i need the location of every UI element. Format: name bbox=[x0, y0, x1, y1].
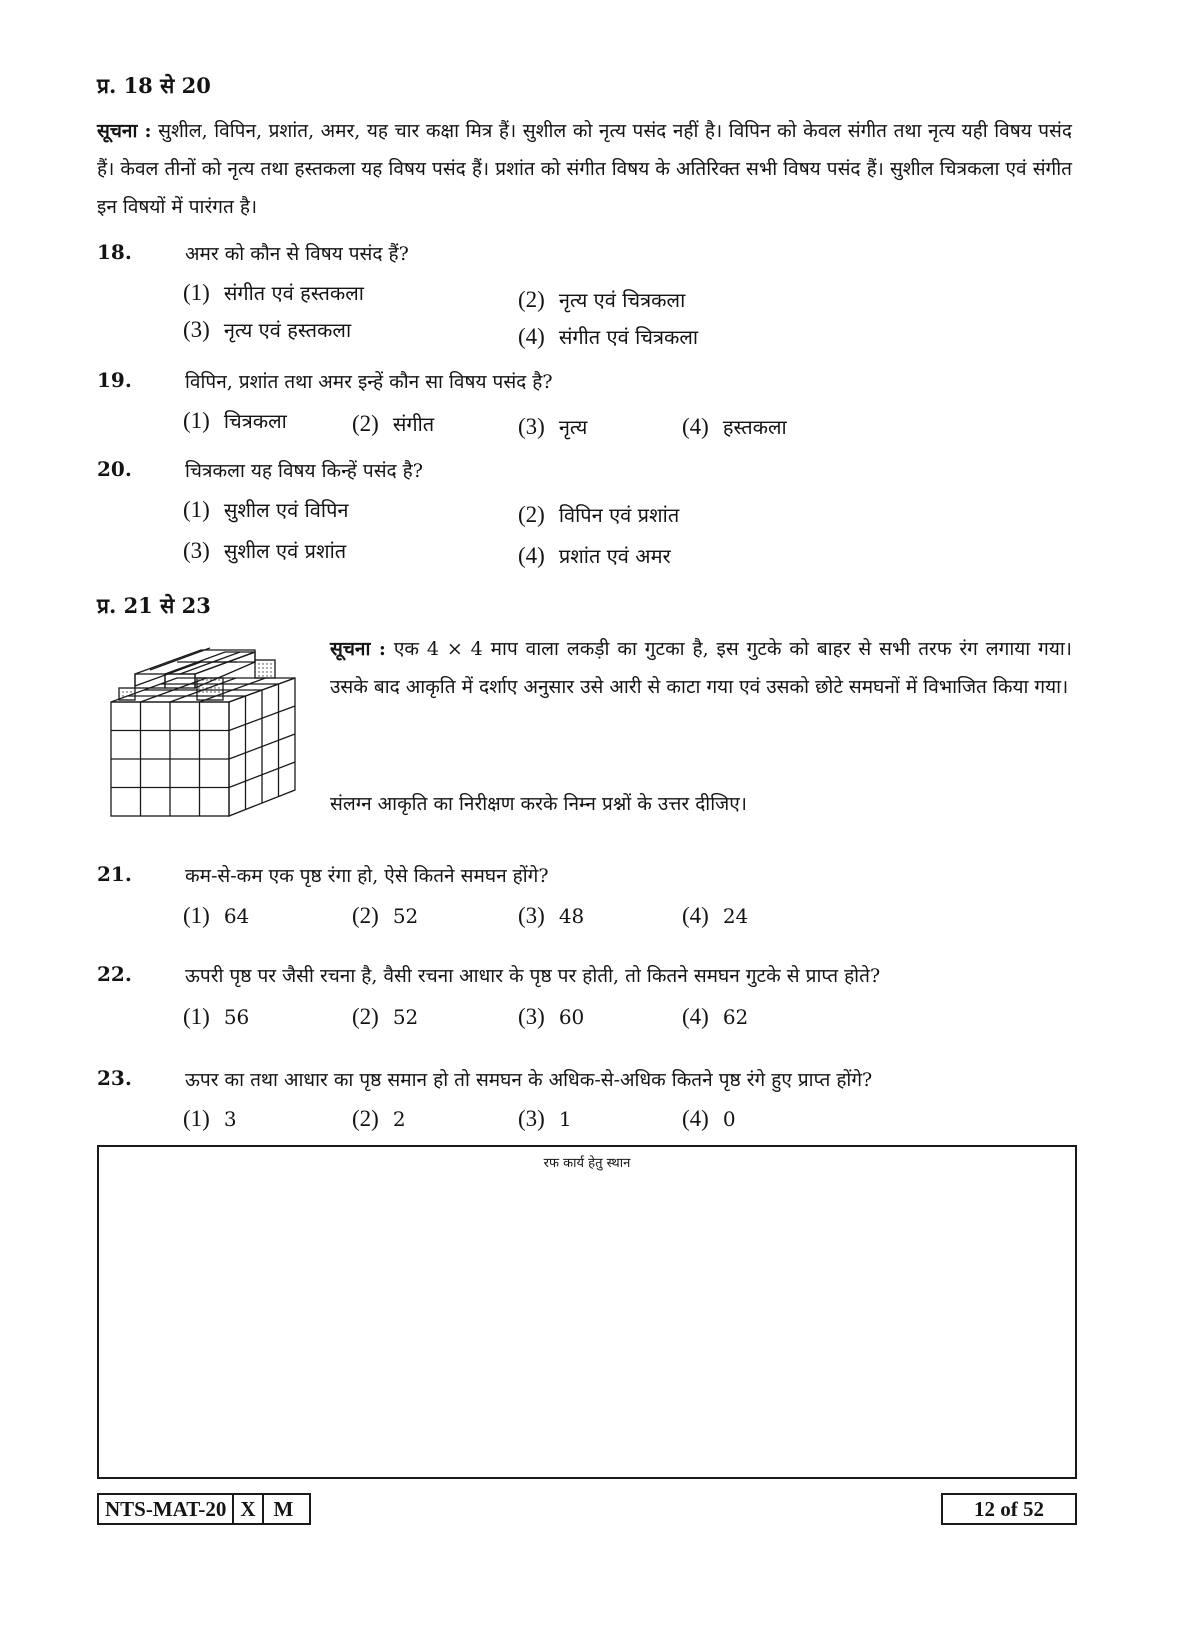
option-number: (1) bbox=[183, 497, 210, 522]
info-paragraph-21-23 bbox=[330, 630, 1072, 706]
option-text: 24 bbox=[722, 904, 749, 928]
question-number: 20. bbox=[97, 457, 132, 481]
option-text: नृत्य bbox=[558, 415, 588, 439]
option-text: 56 bbox=[223, 1005, 250, 1029]
option-text: 64 bbox=[223, 904, 250, 928]
option-text: 0 bbox=[722, 1107, 736, 1131]
option-4 bbox=[682, 903, 748, 929]
question-text: विपिन, प्रशांत तथा अमर इन्हें कौन सा विषय पसंद है? bbox=[185, 371, 553, 393]
question-number: 18. bbox=[97, 240, 132, 264]
option-text: सुशील एवं प्रशांत bbox=[223, 539, 347, 563]
option-4 bbox=[682, 413, 787, 440]
option-number: (3) bbox=[518, 414, 545, 439]
option-number: (1) bbox=[183, 903, 210, 928]
option-text: 52 bbox=[392, 904, 419, 928]
info-text: सुशील, विपिन, प्रशांत, अमर, यह चार कक्षा मित्र हैं। सुशील को नृत्य पसंद नहीं है। विपिन को केवल संगीत तथा नृत्य यही विषय पसंद हैं। केवल तीनों को नृत्य तथा हस्तकला यह विषय पसंद हैं। प्रशांत को संगीत विषय के अतिरिक्त सभी विषय पसंद हैं। सुशील चित्रकला एवं संगीत इन विषयों में पारंगत है। bbox=[97, 120, 1072, 218]
option-number: (3) bbox=[518, 1106, 545, 1131]
option-text: चित्रकला bbox=[223, 409, 287, 433]
option-number: (2) bbox=[518, 287, 545, 312]
option-text: 3 bbox=[223, 1107, 237, 1131]
option-4 bbox=[682, 1106, 736, 1132]
option-number: (3) bbox=[518, 1004, 545, 1029]
option-2 bbox=[518, 501, 679, 528]
rough-work-box[interactable] bbox=[97, 1145, 1077, 1479]
option-number: (3) bbox=[183, 317, 210, 342]
option-number: (1) bbox=[183, 408, 210, 433]
option-number: (1) bbox=[183, 1106, 210, 1131]
option-number: (2) bbox=[352, 903, 379, 928]
option-number: (3) bbox=[183, 538, 210, 563]
option-number: (1) bbox=[183, 1004, 210, 1029]
option-1 bbox=[183, 496, 349, 523]
info-paragraph-18-20 bbox=[97, 112, 1072, 226]
option-number: (2) bbox=[352, 411, 379, 436]
info-label: सूचना : bbox=[97, 120, 152, 142]
option-number: (4) bbox=[682, 903, 709, 928]
instruction-text: संलग्न आकृति का निरीक्षण करके निम्न प्रश्नों के उत्तर दीजिए। bbox=[330, 793, 747, 815]
option-number: (2) bbox=[352, 1004, 379, 1029]
question-text: कम-से-कम एक पृष्ठ रंगा हो, ऐसे कितने समघन होंगे? bbox=[185, 865, 549, 887]
question-text: चित्रकला यह विषय किन्हें पसंद है? bbox=[185, 460, 423, 482]
question-number: 22. bbox=[97, 962, 132, 986]
info-text: एक 4 × 4 माप वाला लकड़ी का गुटका है, इस गुटके को बाहर से सभी तरफ रंग लगाया गया। उसके बाद आकृति में दर्शाए अनुसार उसे आरी से काटा गया एवं उसको छोटे समघनों में विभाजित किया गया। bbox=[330, 638, 1072, 698]
option-text: नृत्य एवं हस्तकला bbox=[223, 318, 352, 342]
option-1 bbox=[183, 903, 249, 929]
option-3 bbox=[183, 537, 346, 564]
option-text: संगीत एवं चित्रकला bbox=[558, 325, 699, 349]
option-2 bbox=[352, 1004, 418, 1030]
page-number: 12 of 52 bbox=[974, 1497, 1044, 1521]
section-heading-18-20: प्र. 18 से 20 bbox=[97, 73, 211, 98]
option-text: सुशील एवं विपिन bbox=[223, 498, 349, 522]
option-number: (4) bbox=[682, 414, 709, 439]
question-text: ऊपरी पृष्ठ पर जैसी रचना है, वैसी रचना आधार के पृष्ठ पर होती, तो कितने समघन गुटके से प्राप्त होते? bbox=[185, 965, 881, 987]
question-text: अमर को कौन से विषय पसंद हैं? bbox=[185, 243, 409, 265]
option-text: हस्तकला bbox=[722, 415, 787, 439]
option-text: संगीत bbox=[392, 412, 435, 436]
question-text: ऊपर का तथा आधार का पृष्ठ समान हो तो समघन के अधिक-से-अधिक कितने पृष्ठ रंगे हुए प्राप्त होंगे? bbox=[185, 1069, 873, 1091]
page-number-box bbox=[941, 1493, 1077, 1525]
option-2 bbox=[518, 286, 685, 313]
option-text: विपिन एवं प्रशांत bbox=[558, 503, 680, 527]
option-3 bbox=[183, 316, 351, 343]
option-4 bbox=[518, 323, 698, 350]
option-number: (2) bbox=[352, 1106, 379, 1131]
paper-code: NTS-MAT-20 bbox=[105, 1497, 227, 1521]
option-number: (1) bbox=[183, 280, 210, 305]
option-3 bbox=[518, 413, 587, 440]
paper-code-box bbox=[97, 1493, 311, 1525]
option-text: 62 bbox=[722, 1005, 749, 1029]
option-text: 48 bbox=[558, 904, 585, 928]
section-heading-21-23: प्र. 21 से 23 bbox=[97, 593, 211, 618]
medium-code: M bbox=[262, 1495, 310, 1523]
cube-figure bbox=[105, 638, 305, 820]
question-number: 21. bbox=[97, 862, 132, 886]
option-number: (4) bbox=[682, 1004, 709, 1029]
option-number: (4) bbox=[682, 1106, 709, 1131]
info-label: सूचना : bbox=[330, 638, 386, 660]
option-text: संगीत एवं हस्तकला bbox=[223, 281, 364, 305]
option-number: (4) bbox=[518, 543, 545, 568]
option-number: (2) bbox=[518, 502, 545, 527]
option-1 bbox=[183, 407, 287, 434]
option-4 bbox=[518, 542, 671, 569]
option-number: (3) bbox=[518, 903, 545, 928]
class-code: X bbox=[232, 1495, 261, 1523]
option-3 bbox=[518, 1106, 572, 1132]
option-text: 60 bbox=[558, 1005, 585, 1029]
question-number: 23. bbox=[97, 1066, 132, 1090]
option-text: 2 bbox=[392, 1107, 406, 1131]
option-1 bbox=[183, 279, 364, 306]
option-4 bbox=[682, 1004, 748, 1030]
option-2 bbox=[352, 903, 418, 929]
option-3 bbox=[518, 1004, 584, 1030]
option-text: 52 bbox=[392, 1005, 419, 1029]
option-2 bbox=[352, 1106, 406, 1132]
option-1 bbox=[183, 1004, 249, 1030]
rough-work-label: रफ कार्य हेतु स्थान bbox=[543, 1156, 631, 1171]
option-3 bbox=[518, 903, 584, 929]
option-1 bbox=[183, 1106, 237, 1132]
option-text: प्रशांत एवं अमर bbox=[558, 544, 671, 568]
option-number: (4) bbox=[518, 324, 545, 349]
question-number: 19. bbox=[97, 368, 132, 392]
option-text: 1 bbox=[558, 1107, 572, 1131]
option-text: नृत्य एवं चित्रकला bbox=[558, 288, 686, 312]
option-2 bbox=[352, 410, 434, 437]
